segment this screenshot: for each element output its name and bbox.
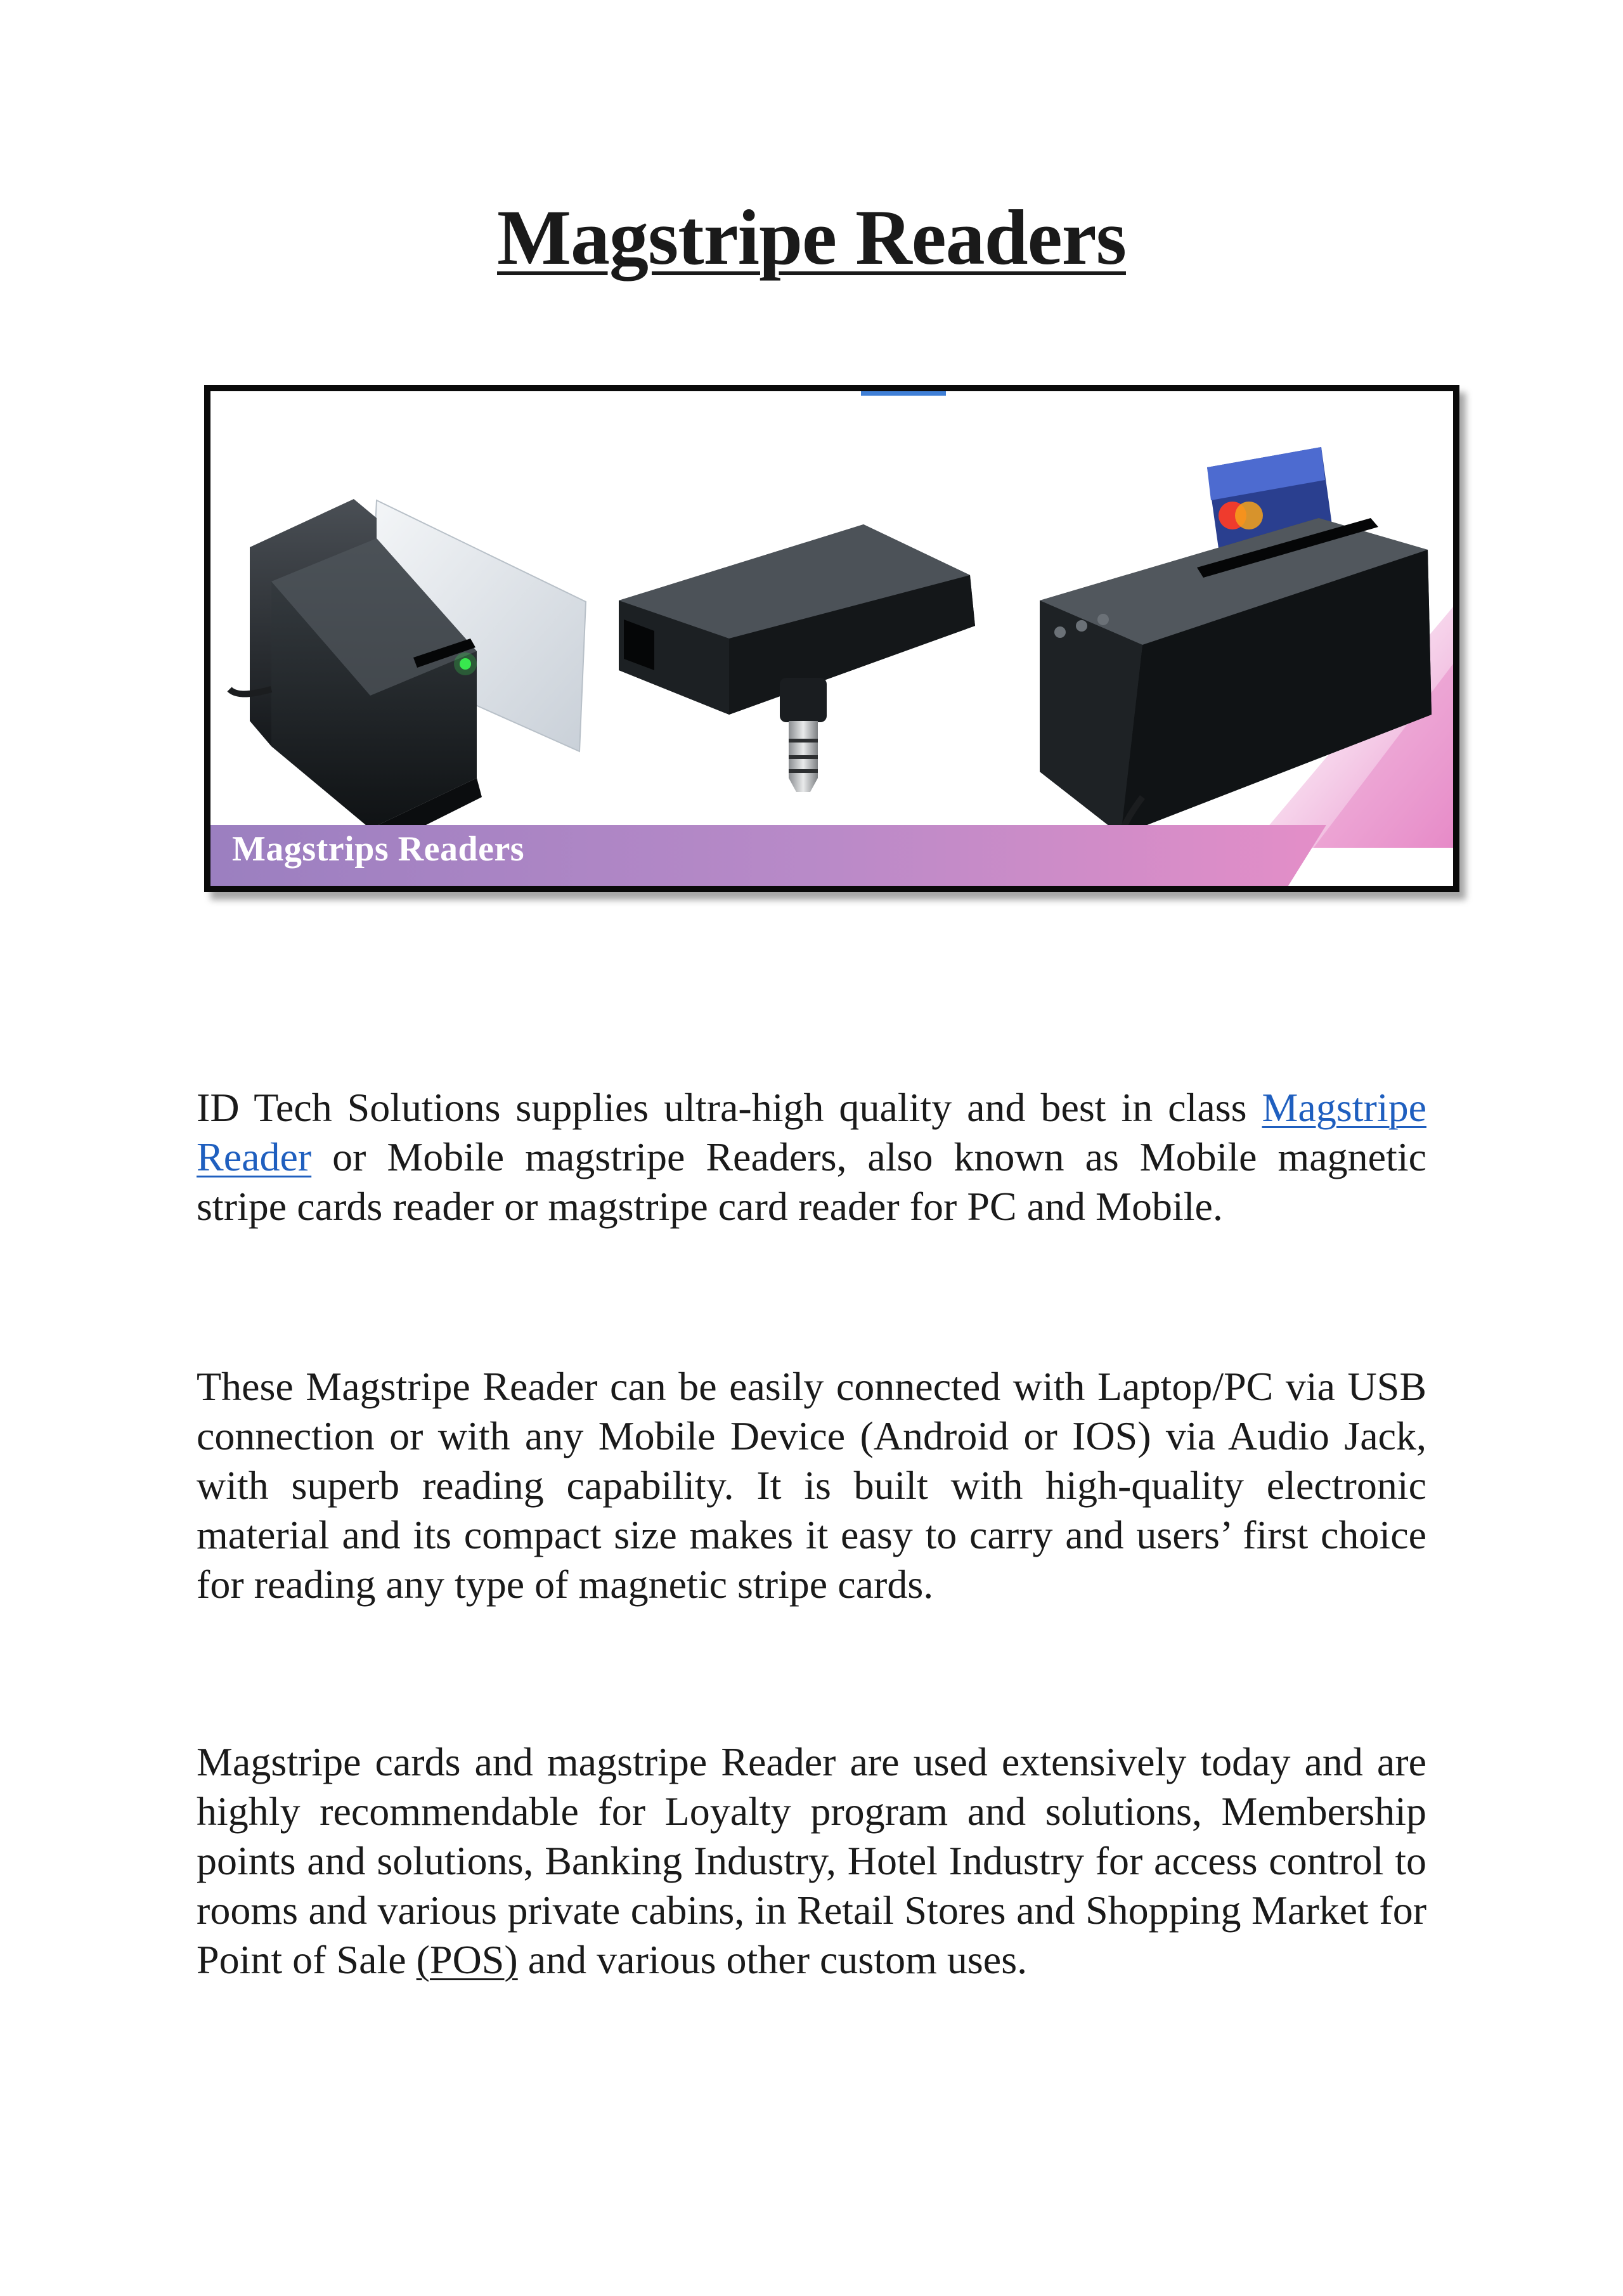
paragraph-intro	[197, 1083, 1426, 1231]
magstripe-reader-link[interactable]: Magstripe Reader	[197, 1085, 1426, 1179]
product-banner-image	[204, 385, 1459, 892]
paragraph-intro-text-before: ID Tech Solutions supplies ultra-high quality and best in class	[197, 1085, 1262, 1130]
paragraph-uses	[197, 1737, 1426, 1985]
paragraph-connectivity: These Magstripe Reader can be easily connected with Laptop/PC via USB connection or with any Mobile Device (Android or IOS) via Audio Jack, with superb reading capability. It is built with high-quality electronic material and its compact size makes it easy to carry and users’ first choice for reading any type of magnetic stripe cards.	[197, 1364, 1426, 1607]
page-title	[0, 190, 1623, 285]
paragraph-uses-text-before: Magstripe cards and magstripe Reader are used extensively today and are highly recommendable for Loyalty program and solutions, Membership points and solutions, Banking Industry, Hotel Industry for access control to rooms and various private cabins, in Retail Stores and Shopping Market for Point of Sale	[197, 1739, 1426, 1982]
paragraph-uses-text-after: and various other custom uses.	[517, 1937, 1028, 1982]
banner-caption: Magstrips Readers	[232, 829, 525, 869]
pos-term: (POS)	[416, 1937, 518, 1982]
page-title-text: Magstripe Readers	[497, 194, 1126, 281]
banner-illustration	[210, 391, 1453, 886]
paragraph-intro-text-after: or Mobile magstripe Readers, also known as Mobile magnetic stripe cards reader or magstripe card reader for PC and Mobile.	[197, 1134, 1426, 1229]
